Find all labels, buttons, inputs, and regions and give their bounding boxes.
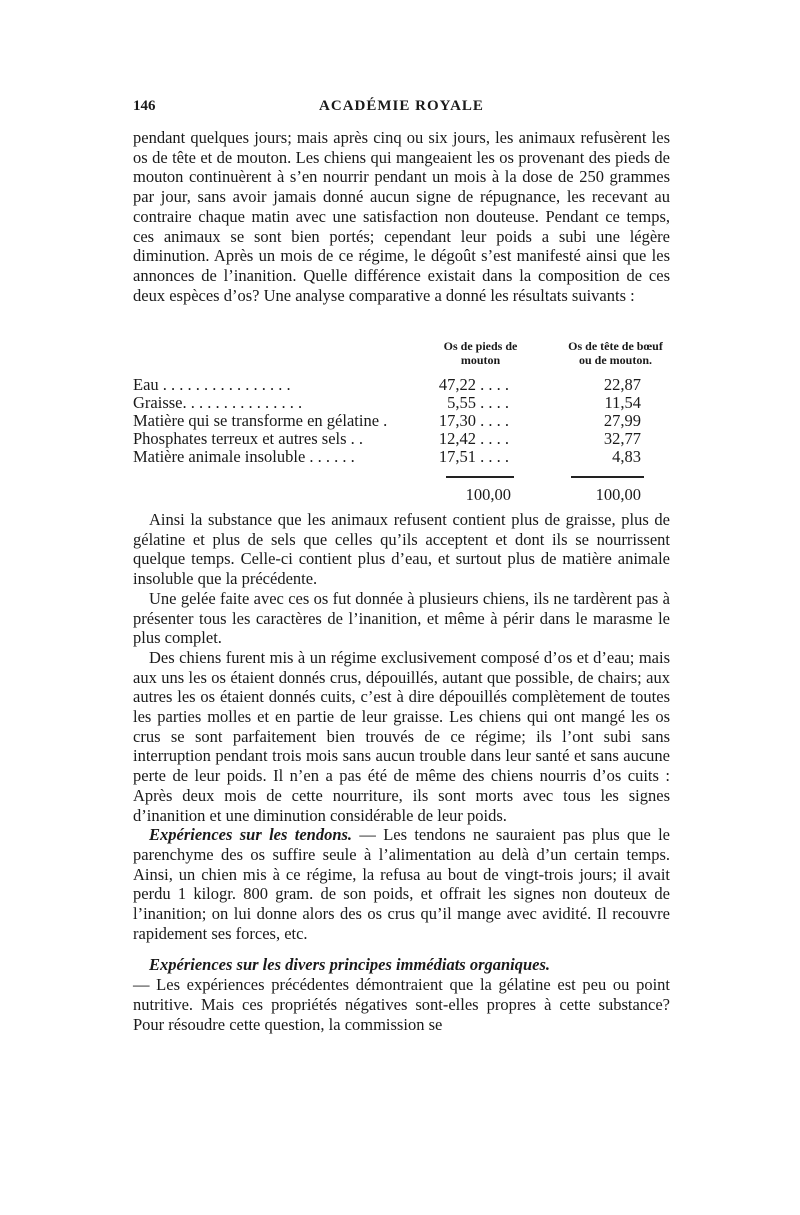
paragraph: Des chiens furent mis à un régime exclusivement composé d’os et d’eau; mais aux uns les os étaient donnés crus, dépouillés, autant que possible, de chairs; aux autres les os étaient donnés cuits, c’est à dire dépouillés complètement de toutes les parties molles et en partie de leur graisse. Les chiens qui ont mangé les os crus se sont parfaitement bien trouvés de ce régime; ils l’ont subi sans interruption pendant trois mois sans aucun trouble dans leur santé et sans aucune perte de leur poids. Il n’en a pas été de même des chiens nourris d’os cuits : Après deux mois de cette nourriture, ils sont morts avec tous les signes d’inanition et une diminution considérable de leur poids. [133,647,670,825]
paragraph: Ainsi la substance que les animaux refusent contient plus de graisse, plus de gélatine et plus de sels que celles qu’ils acceptent et dont ils se nourrissent quelque temps. Celle-ci contient plus d’eau, et surtout plus de matière animale insoluble que la précédente. [133,510,670,589]
table-row [133,394,670,412]
paragraph-block-2 [133,510,670,1034]
value-ox-head: 4,83 [612,447,641,466]
paragraph-tendons: Expériences sur les tendons. — Les tendons ne sauraient pas plus que le parenchyme des os suffire seule à l’alimentation au delà d’un certain temps. Ainsi, un chien mis à ce régime, la refusa au bout de vingt-trois jours; il avait perdu 1 kilogr. 800 gram. de son poids, et offrait les signes non douteux de l’inanition; on lui donne alors des os crus qu’il mange avec avidité. Il recouvre rapidement ses forces, etc. [133,825,671,943]
page-number: 146 [133,98,156,114]
value-sheep-feet: 5,55 . . . . [447,393,509,412]
value-ox-head: 27,99 [603,411,641,430]
table-row [133,412,670,430]
paragraph: pendant quelques jours; mais après cinq ou six jours, les animaux refusèrent les os de tête et de mouton. Les chiens qui mangeaient les os provenant des pieds de mouton continuèrent à s’en nourrir pendant un mois à la dose de 250 grammes par jour, sans avoir jamais donné aucun signe de répugnance, les recevant au contraire chaque matin avec une satisfaction non douteuse. Pendant ce temps, ces animaux se sont bien portés; cependant leur poids a subi une légère diminution. Après un mois de ce régime, le dégoût s’est manifesté ainsi que les annonces de l’inanition. Quelle différence existait dans la composition de ces deux espèces d’os? Une analyse comparative a donné les résultats suivants : [133,128,670,305]
page-header [133,98,670,122]
table-row [133,430,670,448]
table-row [133,448,670,466]
value-sheep-feet: 17,51 . . . . [438,447,509,466]
table-row [133,376,670,394]
section-heading-tendons: Expériences sur les tendons. [149,825,353,845]
value-ox-head: 32,77 [603,429,641,448]
row-label: Matière qui se transforme en gélatine . [133,411,388,430]
totals-row [133,486,670,504]
section-heading-principles: Expériences sur les divers principes immédiats organiques. [149,955,551,975]
value-ox-head: 22,87 [603,375,641,394]
value-ox-head: 11,54 [604,393,641,412]
paragraph-block-1 [133,128,670,305]
row-label: Eau . . . . . . . . . . . . . . . . [133,375,291,394]
value-sheep-feet: 47,22 . . . . [438,375,509,394]
paragraph: Une gelée faite avec ces os fut donnée à plusieurs chiens, ils ne tardèrent pas à présenter tous les caractères de l’inanition, et même à périr dans le marasme le plus complet. [133,588,670,648]
sum-rule [446,476,514,478]
running-title: ACADÉMIE ROYALE [319,98,484,114]
paragraph: — Les expériences précédentes démontraient que la gélatine est peu ou point nutritive. Mais ces propriétés négatives sont-elles propres à cette substance? Pour résoudre cette question, la commission se [133,975,670,1034]
sum-rule [571,476,644,478]
column-header-ox-head: Os de tête de bœuf ou de mouton. [568,339,663,367]
row-label: Graisse. . . . . . . . . . . . . . . [133,393,303,412]
column-header-sheep-feet: Os de pieds de mouton [443,339,518,367]
total-sheep-feet: 100,00 [465,485,511,504]
row-label: Phosphates terreux et autres sels . . [133,429,364,448]
paragraph-principles [133,955,670,975]
value-sheep-feet: 12,42 . . . . [438,429,509,448]
total-ox-head: 100,00 [595,485,641,504]
row-label: Matière animale insoluble . . . . . . [133,447,355,466]
value-sheep-feet: 17,30 . . . . [438,411,509,430]
